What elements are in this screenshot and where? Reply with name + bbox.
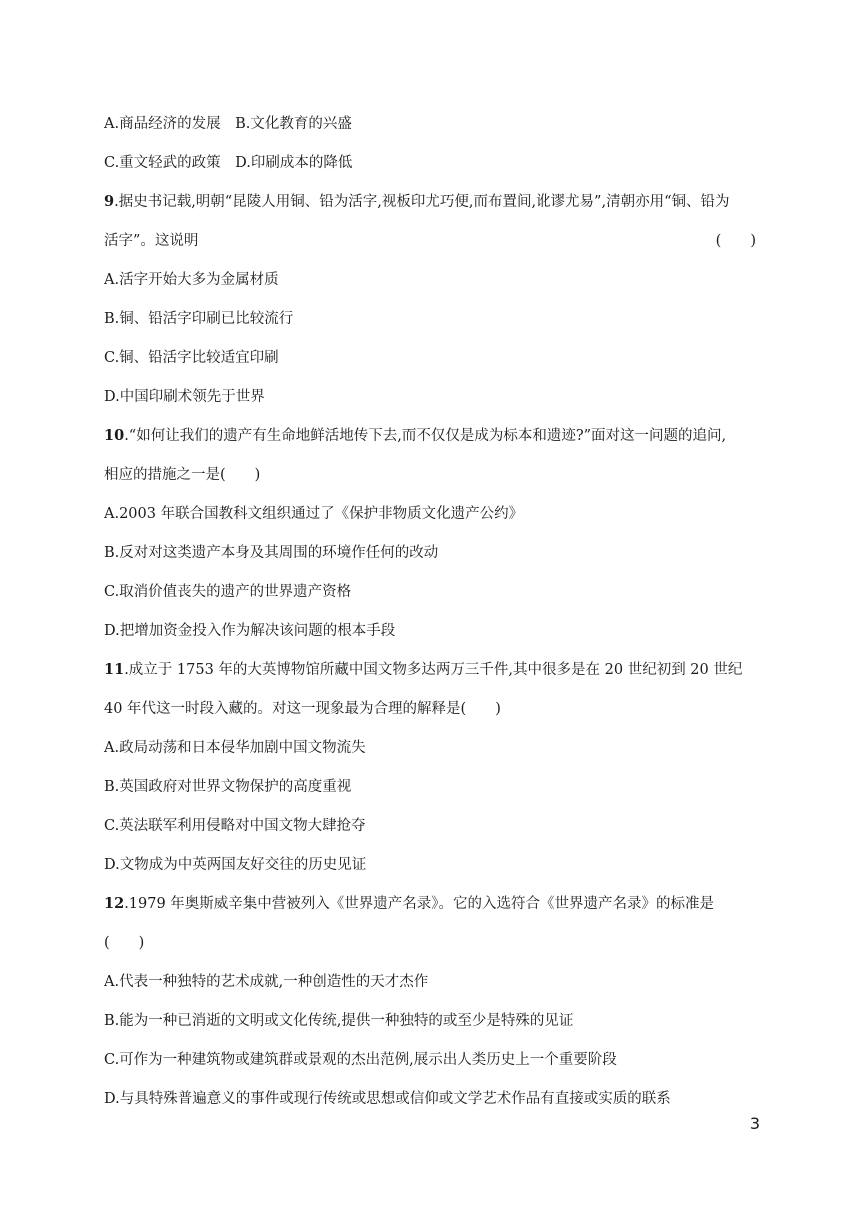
q12-number: 12 <box>104 895 125 912</box>
page-number: 3 <box>749 1114 760 1133</box>
q12-option-a: A.代表一种独特的艺术成就,一种创造性的天才杰作 <box>104 974 429 990</box>
q10-stem-line-1 <box>104 426 756 446</box>
q10-stem-line-2: 相应的措施之一是( ) <box>104 467 261 483</box>
q9-stem-text-1: .据史书记载,明朝“昆陵人用铜、铅为活字,视板印尤巧便,而布置间,讹谬尤易”,清朝亦用“铜、铅为 <box>114 194 730 210</box>
q12-option-d: D.与具特殊普遍意义的事件或现行传统或思想或信仰或文学艺术作品有直接或实质的联系 <box>104 1091 671 1107</box>
q12-stem-text-1: .1979 年奥斯威辛集中营被列入《世界遗产名录》。它的入选符合《世界遗产名录》的标准是 <box>124 896 715 912</box>
q11-number: 11 <box>104 661 125 678</box>
q8-options-line-2: C.重文轻武的政策 D.印刷成本的降低 <box>104 155 353 171</box>
q9-stem-line-1 <box>104 192 756 212</box>
q11-option-b: B.英国政府对世界文物保护的高度重视 <box>104 779 352 795</box>
q8-options-line-1: A.商品经济的发展 B.文化教育的兴盛 <box>104 116 352 132</box>
q11-stem-line-2: 40 年代这一时段入藏的。对这一现象最为合理的解释是( ) <box>104 701 501 717</box>
q9-stem-text-2: 活字”。这说明 <box>104 233 199 249</box>
q12-option-c: C.可作为一种建筑物或建筑群或景观的杰出范例,展示出人类历史上一个重要阶段 <box>104 1052 617 1068</box>
q12-stem-line-2: ( ) <box>104 935 145 951</box>
q10-option-b: B.反对对这类遗产本身及其周围的环境作任何的改动 <box>104 545 439 561</box>
q10-option-c: C.取消价值丧失的遗产的世界遗产资格 <box>104 584 352 600</box>
q11-option-c: C.英法联军利用侵略对中国文物大肆抢夺 <box>104 818 366 834</box>
q9-option-c: C.铜、铅活字比较适宜印刷 <box>104 350 279 366</box>
q9-stem-line-2 <box>104 231 756 251</box>
q12-option-b: B.能为一种已消逝的文明或文化传统,提供一种独特的或至少是特殊的见证 <box>104 1013 574 1029</box>
q9-answer-bracket: ( ) <box>715 233 756 249</box>
q10-option-a: A.2003 年联合国教科文组织通过了《保护非物质文化遗产公约》 <box>104 506 524 522</box>
q11-option-a: A.政局动荡和日本侵华加剧中国文物流失 <box>104 740 366 756</box>
q10-stem-text-1: .“如何让我们的遗产有生命地鲜活地传下去,而不仅仅是成为标本和遗迹?”面对这一问题的追问, <box>124 428 727 444</box>
q9-option-b: B.铜、铅活字印刷已比较流行 <box>104 311 294 327</box>
q11-stem-line-1 <box>104 660 756 680</box>
q10-option-d: D.把增加资金投入作为解决该问题的根本手段 <box>104 623 396 639</box>
q12-stem-line-1 <box>104 894 756 914</box>
q9-number: 9 <box>104 193 115 210</box>
q11-stem-text-1: .成立于 1753 年的大英博物馆所藏中国文物多达两万三千件,其中很多是在 20 世纪初到 20 世纪 <box>124 662 743 678</box>
q9-option-d: D.中国印刷术领先于世界 <box>104 389 265 405</box>
q11-option-d: D.文物成为中英两国友好交往的历史见证 <box>104 857 367 873</box>
q10-number: 10 <box>104 427 125 444</box>
q9-option-a: A.活字开始大多为金属材质 <box>104 272 279 288</box>
